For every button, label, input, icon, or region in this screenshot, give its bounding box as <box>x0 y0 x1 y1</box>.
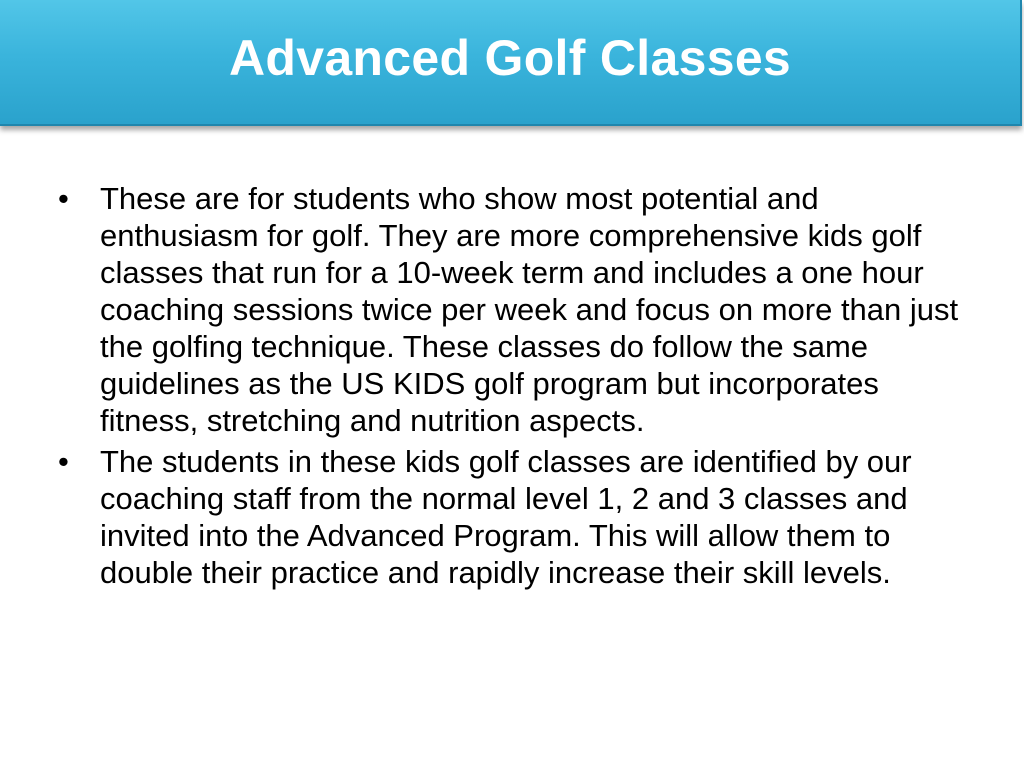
title-bar <box>0 0 1022 126</box>
bullet-list <box>58 180 978 591</box>
bullet-item <box>58 443 978 591</box>
bullet-icon: • <box>58 181 69 216</box>
slide-title: Advanced Golf Classes <box>228 30 792 86</box>
slide-content <box>58 180 978 595</box>
bullet-icon: • <box>58 444 69 479</box>
bullet-text: These are for students who show most potential and enthusiasm for golf. They are more comprehensive kids golf classes that run for a 10-week term and includes a one hour coaching sessions twice per week and focus on more than just the golfing technique. These classes do follow the same guidelines as the US KIDS golf program but incorporates fitness, stretching and nutrition aspects. <box>100 181 959 438</box>
bullet-item <box>58 180 978 439</box>
bullet-text: The students in these kids golf classes are identified by our coaching staff from the normal level 1, 2 and 3 classes and invited into the Advanced Program. This will allow them to double their practice and rapidly increase their skill levels. <box>100 444 912 590</box>
